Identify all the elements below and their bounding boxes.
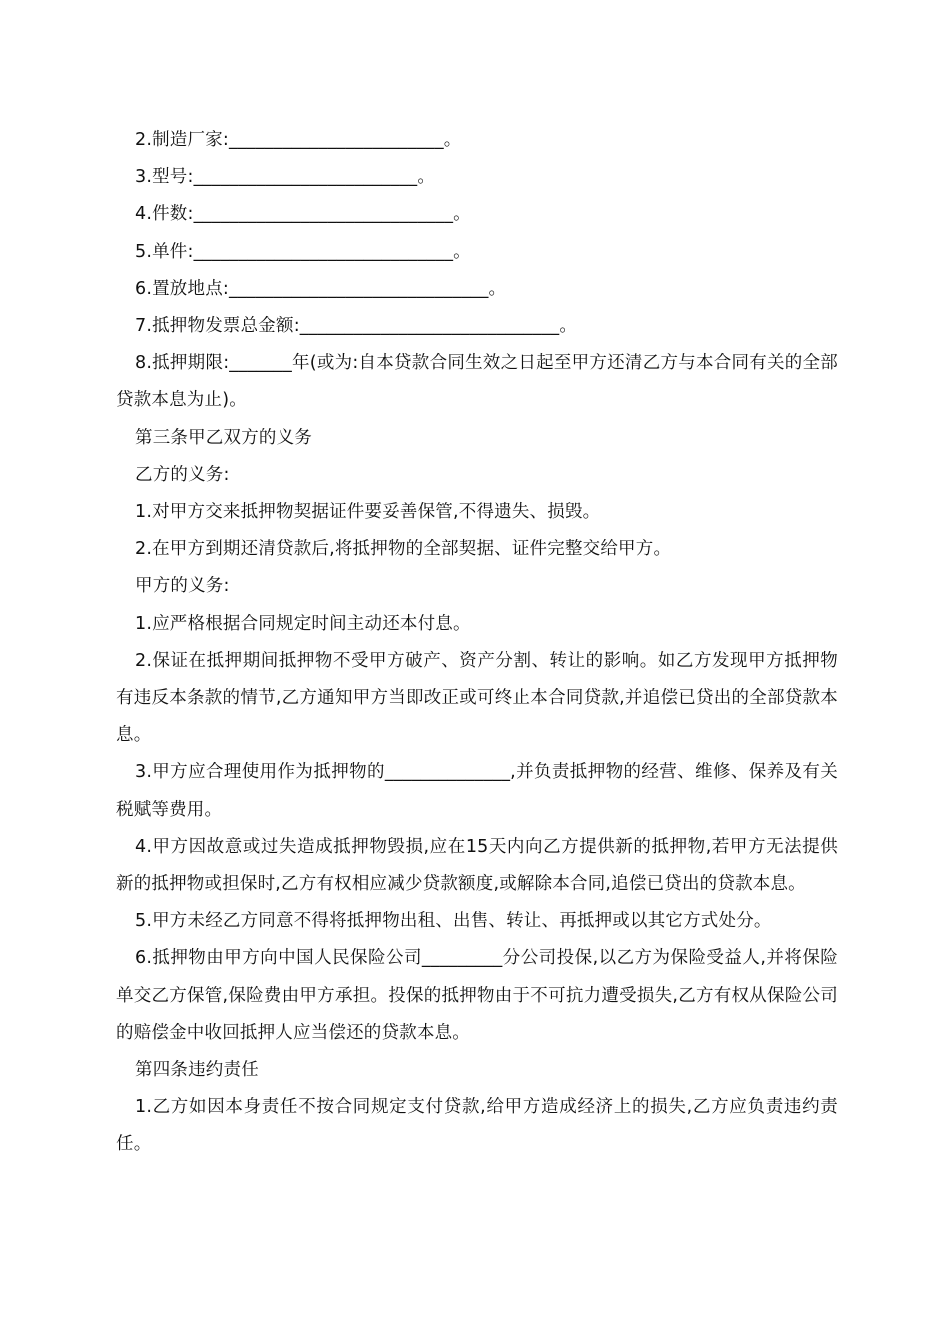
party-b-obligations-heading: 乙方的义务: [135, 464, 230, 485]
section-heading-obligations: 第三条甲乙双方的义务 [135, 427, 312, 448]
item-mortgage-term: 8.抵押期限:_______年(或为:自本贷款合同生效之日起至甲方还清乙方与本合同有关的全部贷款本息为止)。 [116, 353, 838, 411]
item-unit: 5.单件:_____________________________。 [135, 241, 471, 262]
party-a-obligations-heading: 甲方的义务: [135, 576, 230, 597]
item-location: 6.置放地点:_____________________________。 [135, 278, 507, 299]
party-b-obligation-2: 2.在甲方到期还清贷款后,将抵押物的全部契据、证件完整交给甲方。 [135, 539, 672, 560]
party-a-obligation-3: 3.甲方应合理使用作为抵押物的______________,并负责抵押物的经营、维修、保养及有关税赋等费用。 [116, 762, 838, 820]
item-quantity: 4.件数:_____________________________。 [135, 204, 471, 225]
liability-clause-1: 1.乙方如因本身责任不按合同规定支付贷款,给甲方造成经济上的损失,乙方应负责违约责任。 [116, 1097, 838, 1155]
party-a-obligation-6: 6.抵押物由甲方向中国人民保险公司_________分公司投保,以乙方为保险受益人,并将保险单交乙方保管,保险费由甲方承担。投保的抵押物由于不可抗力遭受损失,乙方有权从保险公司的赔偿金中收回抵押人应当偿还的贷款本息。 [116, 948, 838, 1043]
item-invoice-amount: 7.抵押物发票总金额:_____________________________。 [135, 316, 578, 337]
party-b-obligation-1: 1.对甲方交来抵押物契据证件要妥善保管,不得遗失、损毁。 [135, 502, 601, 523]
party-a-obligation-2: 2.保证在抵押期间抵押物不受甲方破产、资产分割、转让的影响。如乙方发现甲方抵押物有违反本条款的情节,乙方通知甲方当即改正或可终止本合同贷款,并追偿已贷出的全部贷款本息。 [116, 650, 838, 746]
item-manufacturer: 2.制造厂家:________________________。 [135, 130, 462, 150]
section-heading-liability: 第四条违约责任 [135, 1060, 259, 1081]
item-model: 3.型号:_________________________。 [135, 167, 436, 188]
document-body [116, 122, 838, 1164]
party-a-obligation-5: 5.甲方未经乙方同意不得将抵押物出租、出售、转让、再抵押或以其它方式处分。 [135, 911, 772, 932]
party-a-obligation-4: 4.甲方因故意或过失造成抵押物毁损,应在15天内向乙方提供新的抵押物,若甲方无法提供新的抵押物或担保时,乙方有权相应减少贷款额度,或解除本合同,追偿已贷出的贷款本息。 [116, 836, 838, 895]
party-a-obligation-1: 1.应严格根据合同规定时间主动还本付息。 [135, 613, 471, 634]
